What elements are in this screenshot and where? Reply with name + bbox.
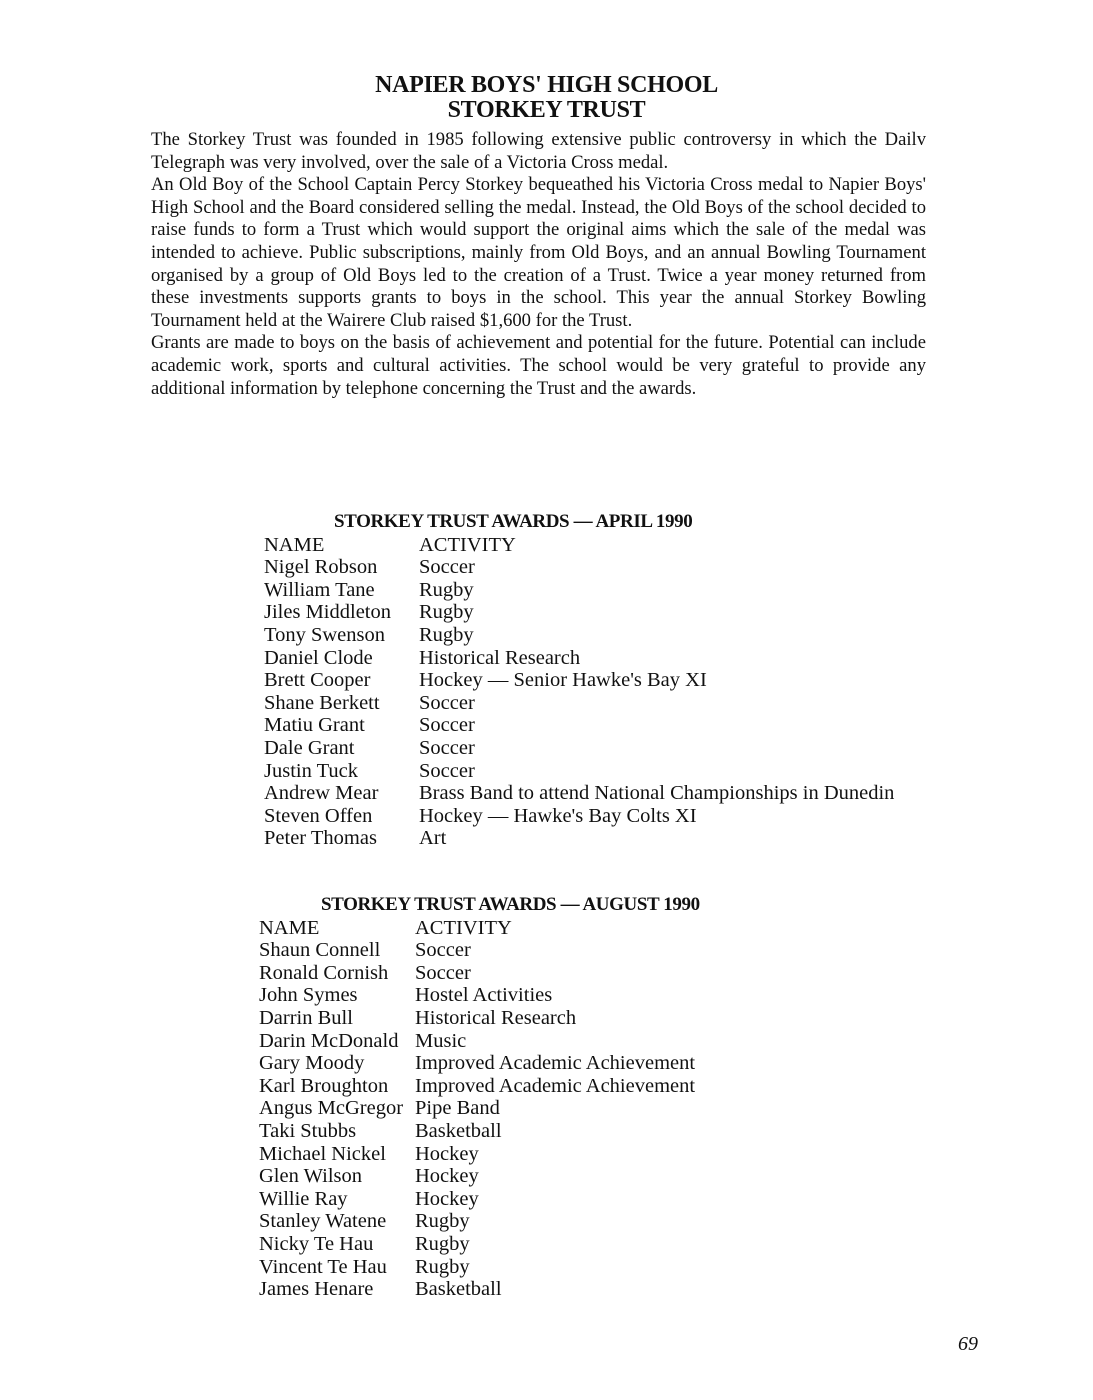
table-row: [259, 1143, 695, 1166]
paragraph: An Old Boy of the School Captain Percy Storkey bequeathed his Victoria Cross medal to Napier Boys' High School and the Board considered selling the medal. Instead, the Old Boys of the school decided to raise funds to form a Trust which would support the original aims which the sale of the medal was intended to achieve. Public subscriptions, mainly from Old Boys, and an annual Bowling Tournament organised by a group of Old Boys led to the creation of a Trust. Twice a year money returned from these investments supports grants to boys in the school. This year the annual Storkey Bowling Tournament held at the Wairere Club raised $1,600 for the Trust.: [151, 174, 926, 331]
activity-column-header: ACTIVITY: [419, 533, 516, 556]
recipient-name: Matiu Grant: [264, 714, 365, 737]
august-awards-table: [259, 917, 695, 1301]
award-activity: Historical Research: [415, 1006, 577, 1029]
table-header-row: [259, 917, 695, 940]
table-row: [264, 624, 894, 647]
recipient-name: Ronald Cornish: [259, 961, 389, 984]
award-activity: Hockey — Senior Hawke's Bay XI: [419, 669, 707, 692]
table-row: [259, 1030, 695, 1053]
table-row: [264, 579, 894, 602]
recipient-name: Shane Berkett: [264, 691, 380, 714]
table-row: [264, 556, 894, 579]
award-activity: Soccer: [419, 556, 475, 579]
award-activity: Hockey — Hawke's Bay Colts XI: [419, 804, 697, 827]
recipient-name: Stanley Watene: [259, 1210, 387, 1233]
recipient-name: Shaun Connell: [259, 939, 381, 962]
award-activity: Hostel Activities: [415, 984, 553, 1007]
april-awards-section: [264, 511, 894, 850]
recipient-name: Darrin Bull: [259, 1006, 353, 1029]
april-awards-table: [264, 534, 894, 850]
table-header-row: [264, 534, 894, 557]
recipient-name: Angus McGregor: [259, 1097, 404, 1120]
recipient-name: Justin Tuck: [264, 759, 359, 782]
table-row: [264, 805, 894, 828]
table-row: [259, 1075, 695, 1098]
award-activity: Art: [419, 827, 447, 850]
name-column-header: NAME: [259, 916, 320, 939]
award-activity: Rugby: [415, 1255, 470, 1278]
recipient-name: Willie Ray: [259, 1187, 348, 1210]
recipient-name: Nigel Robson: [264, 556, 378, 579]
award-activity: Soccer: [419, 759, 475, 782]
table-row: [259, 1120, 695, 1143]
table-row: [259, 984, 695, 1007]
august-awards-section: [259, 894, 700, 1301]
award-activity: Basketball: [415, 1278, 502, 1301]
table-row: [259, 1256, 695, 1279]
recipient-name: Vincent Te Hau: [259, 1255, 387, 1278]
recipient-name: Nicky Te Hau: [259, 1232, 374, 1255]
award-activity: Improved Academic Achievement: [415, 1052, 696, 1075]
award-activity: Music: [415, 1029, 467, 1052]
award-activity: Basketball: [415, 1119, 502, 1142]
award-activity: Rugby: [415, 1232, 470, 1255]
award-activity: Brass Band to attend National Championships in Dunedin: [419, 782, 895, 805]
recipient-name: Peter Thomas: [264, 827, 377, 850]
page-subtitle: STORKEY TRUST: [447, 97, 646, 123]
table-row: [264, 827, 894, 850]
table-row: [264, 647, 894, 670]
table-row: [259, 1165, 695, 1188]
name-column-header: NAME: [264, 533, 325, 556]
table-row: [259, 962, 695, 985]
award-activity: Soccer: [419, 714, 475, 737]
recipient-name: Glen Wilson: [259, 1165, 363, 1188]
award-activity: Rugby: [419, 623, 474, 646]
award-activity: Pipe Band: [415, 1097, 500, 1120]
recipient-name: Gary Moody: [259, 1052, 365, 1075]
award-activity: Hockey: [415, 1165, 479, 1188]
activity-column-header: ACTIVITY: [415, 916, 512, 939]
table-row: [259, 1210, 695, 1233]
table-row: [259, 1188, 695, 1211]
award-activity: Rugby: [419, 601, 474, 624]
table-row: [259, 1097, 695, 1120]
recipient-name: Tony Swenson: [264, 623, 385, 646]
recipient-name: John Symes: [259, 984, 358, 1007]
intro-text: [151, 129, 926, 400]
award-activity: Soccer: [415, 961, 471, 984]
award-activity: Rugby: [419, 578, 474, 601]
recipient-name: Dale Grant: [264, 736, 355, 759]
award-activity: Improved Academic Achievement: [415, 1074, 696, 1097]
table-row: [259, 1007, 695, 1030]
paragraph: Grants are made to boys on the basis of achievement and potential for the future. Potential can include academic work, sports and cultural activities. The school would be very grateful to provide any additional information by telephone concerning the Trust and the awards.: [151, 332, 926, 399]
recipient-name: Daniel Clode: [264, 646, 373, 669]
table-row: [264, 737, 894, 760]
page-title: NAPIER BOYS' HIGH SCHOOL: [375, 72, 718, 98]
recipient-name: Steven Offen: [264, 804, 373, 827]
award-activity: Soccer: [415, 939, 471, 962]
recipient-name: Darin McDonald: [259, 1029, 399, 1052]
table-row: [264, 601, 894, 624]
table-row: [264, 714, 894, 737]
award-activity: Hockey: [415, 1187, 479, 1210]
table-row: [259, 1278, 695, 1301]
august-awards-heading: STORKEY TRUST AWARDS — AUGUST 1990: [321, 894, 700, 915]
recipient-name: Jiles Middleton: [264, 601, 391, 624]
award-activity: Hockey: [415, 1142, 479, 1165]
recipient-name: James Henare: [259, 1278, 374, 1301]
recipient-name: Karl Broughton: [259, 1074, 389, 1097]
award-activity: Historical Research: [419, 646, 581, 669]
table-row: [259, 939, 695, 962]
recipient-name: Taki Stubbs: [259, 1119, 357, 1142]
table-row: [259, 1052, 695, 1075]
award-activity: Soccer: [419, 691, 475, 714]
table-row: [264, 760, 894, 783]
recipient-name: William Tane: [264, 578, 375, 601]
recipient-name: Michael Nickel: [259, 1142, 386, 1165]
table-row: [264, 692, 894, 715]
paragraph: The Storkey Trust was founded in 1985 following extensive public controversy in which the Dailv Telegraph was very involved, over the sale of a Victoria Cross medal.: [151, 129, 926, 173]
award-activity: Soccer: [419, 736, 475, 759]
table-row: [259, 1233, 695, 1256]
award-activity: Rugby: [415, 1210, 470, 1233]
recipient-name: Brett Cooper: [264, 669, 371, 692]
table-row: [264, 782, 894, 805]
april-awards-heading: STORKEY TRUST AWARDS — APRIL 1990: [334, 511, 693, 532]
page-number: 69: [958, 1333, 978, 1355]
table-row: [264, 669, 894, 692]
recipient-name: Andrew Mear: [264, 782, 379, 805]
